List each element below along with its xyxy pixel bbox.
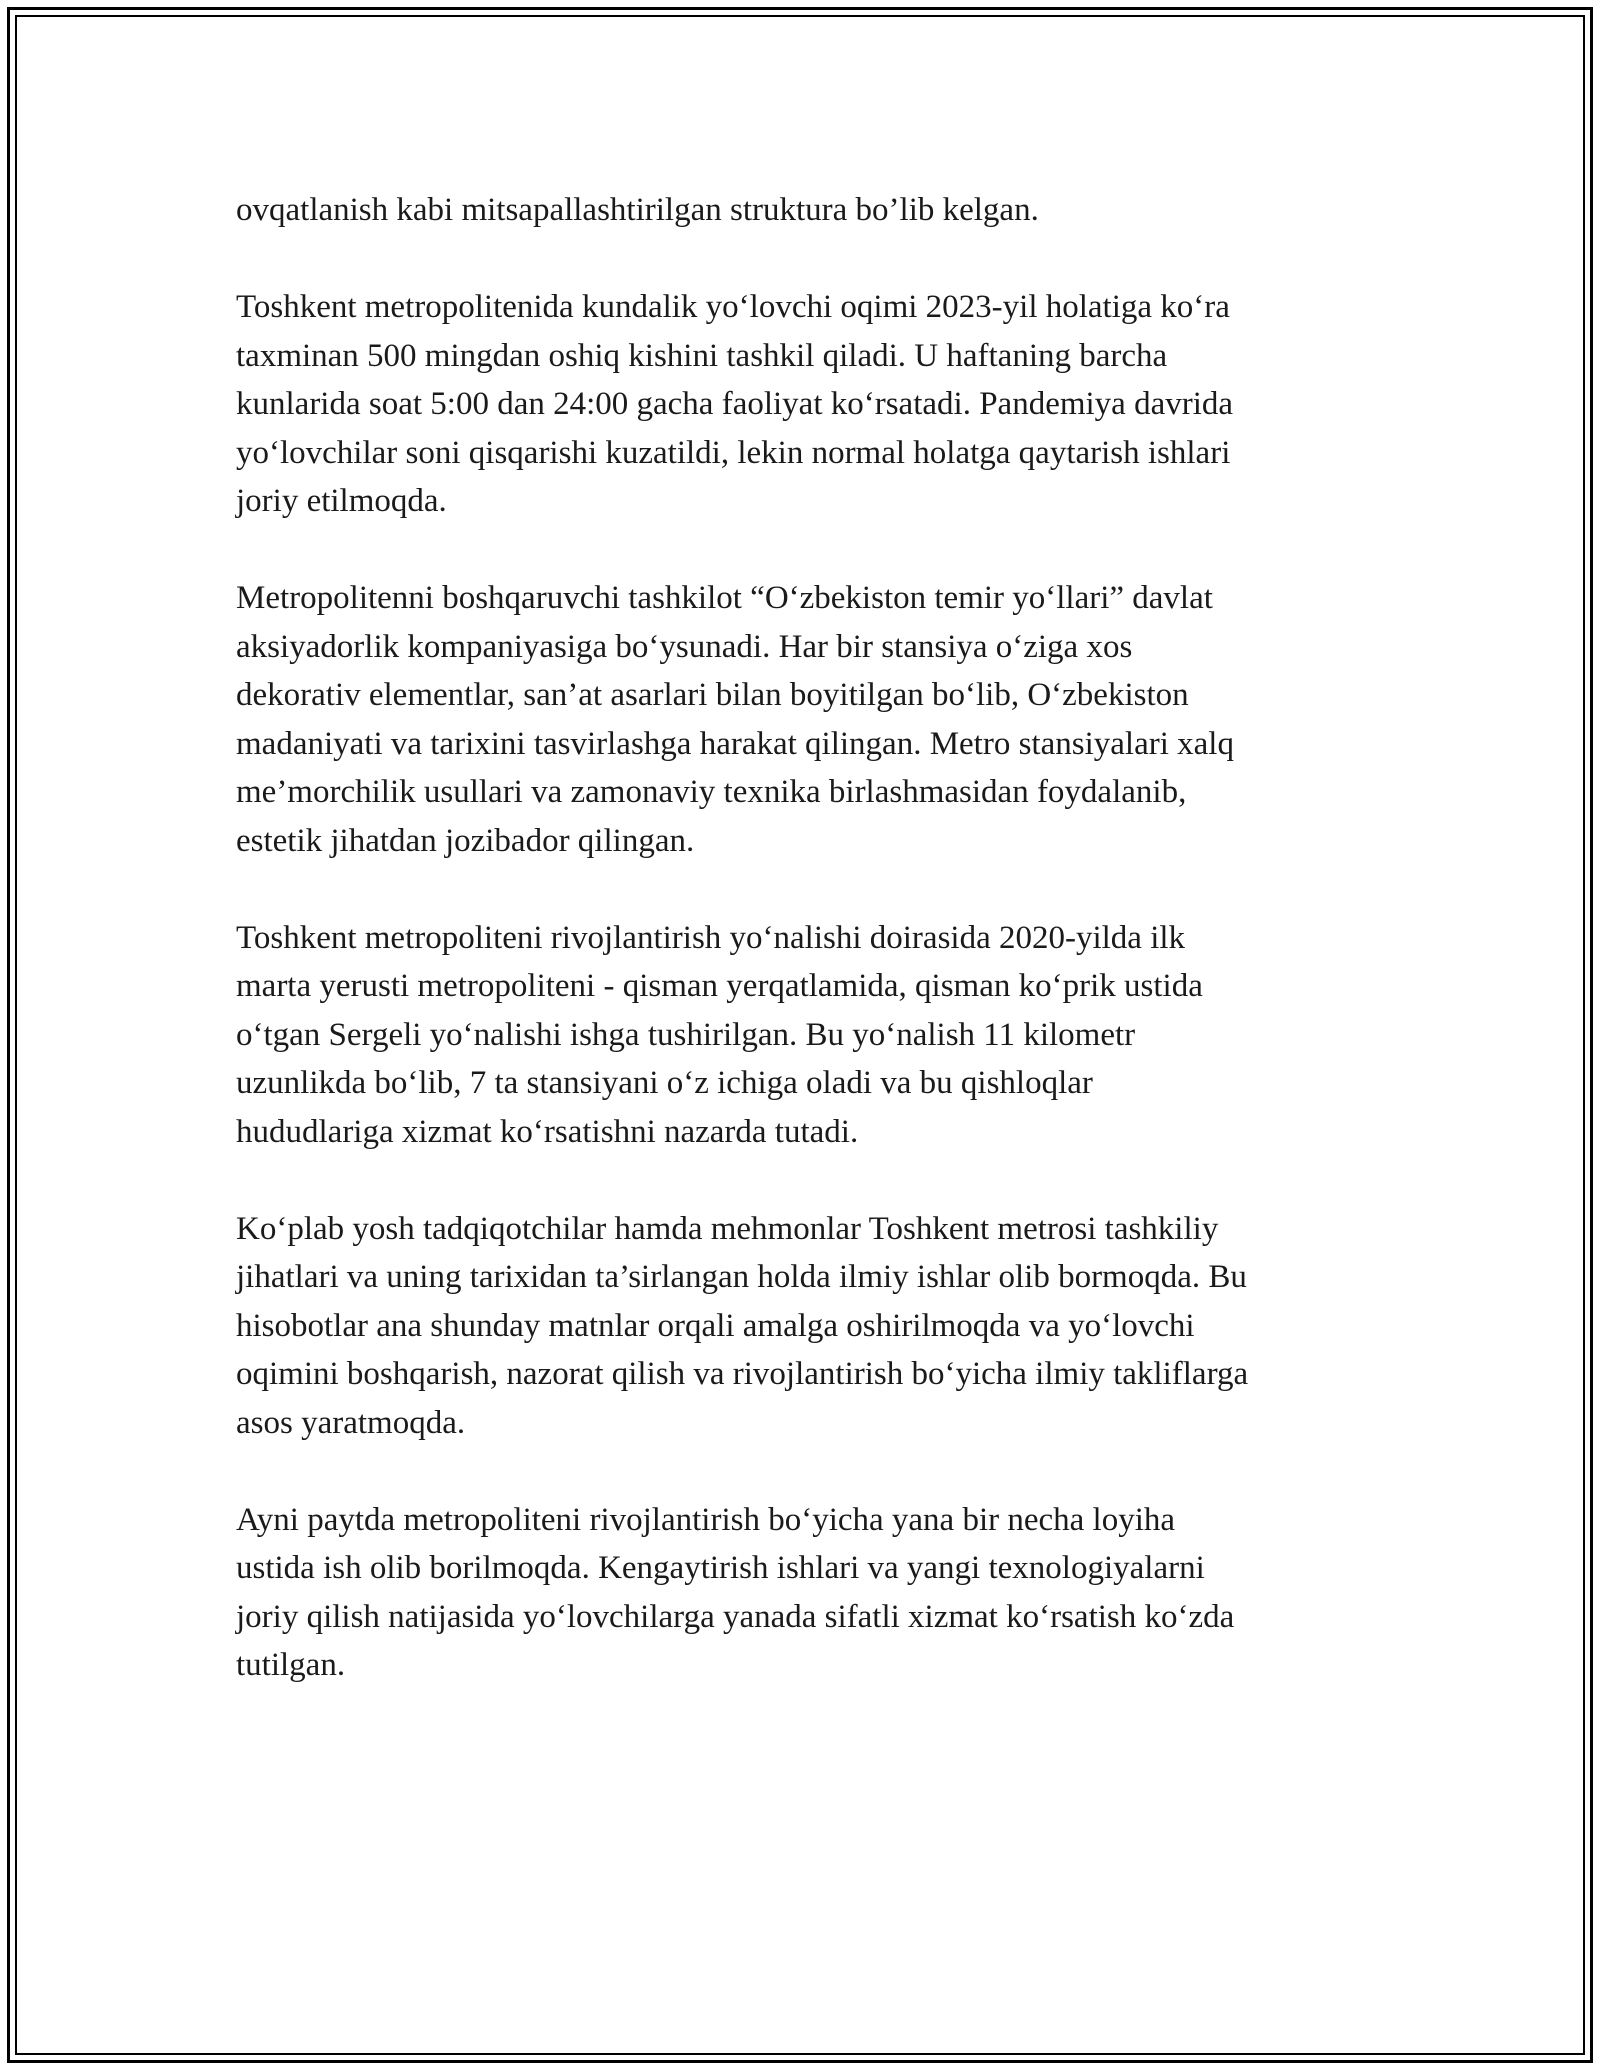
- paragraph-management: Metropolitenni boshqaruvchi tashkilot “O‘zbekiston temir yo‘llari” davlat aksiyadorlik kompaniyasiga bo‘ysunadi. Har bir stansiya o‘ziga xos dekorativ elementlar, san’at asarlari bilan boyitilgan bo‘lib, O‘zbekiston madaniyati va tarixini tasvirlashga harakat qilingan. Metro stansiyalari xalq me’morchilik usullari va zamonaviy texnika birlashmasidan foydalanib, estetik jihatdan jozibador qilingan.: [236, 580, 1234, 859]
- paragraph-sergeli-line: Toshkent metropoliteni rivojlantirish yo‘nalishi doirasida 2020-yilda ilk marta yerusti metropoliteni - qisman yerqatlamida, qisman ko‘prik ustida o‘tgan Sergeli yo‘nalishi ishga tushirilgan. Bu yo‘nalish 11 kilometr uzunlikda bo‘lib, 7 ta stansiyani o‘z ichiga oladi va bu qishloqlar hududlariga xizmat ko‘rsatishni nazarda tutadi.: [236, 919, 1203, 1150]
- paragraph-passenger-flow: Toshkent metropolitenida kundalik yo‘lovchi oqimi 2023-yil holatiga ko‘ra taxminan 500 mingdan oshiq kishini tashkil qiladi. U haftaning barcha kunlarida soat 5:00 dan 24:00 gacha faoliyat ko‘rsatadi. Pandemiya davrida yo‘lovchilar soni qisqarishi kuzatildi, lekin normal holatga qaytarish ishlari joriy etilmoqda.: [236, 289, 1234, 519]
- document-body: [236, 186, 1366, 1738]
- paragraph-development: Ayni paytda metropoliteni rivojlantirish bo‘yicha yana bir necha loyiha ustida ish olib borilmoqda. Kengaytirish ishlari va yangi texnologiyalarni joriy qilish natijasida yo‘lovchilarga yanada sifatli xizmat ko‘rsatish ko‘zda tutilgan.: [236, 1501, 1235, 1683]
- paragraph-continuation: ovqatlanish kabi mitsapallashtirilgan struktura bo’lib kelgan.: [236, 192, 1039, 228]
- paragraph-research: Ko‘plab yosh tadqiqotchilar hamda mehmonlar Toshkent metrosi tashkiliy jihatlari va uning tarixidan ta’sirlangan holda ilmiy ishlar olib bormoqda. Bu hisobotlar ana shunday matnlar orqali amalga oshirilmoqda va yo‘lovchi oqimini boshqarish, nazorat qilish va rivojlantirish bo‘yicha ilmiy takliflarga asos yaratmoqda.: [236, 1210, 1249, 1441]
